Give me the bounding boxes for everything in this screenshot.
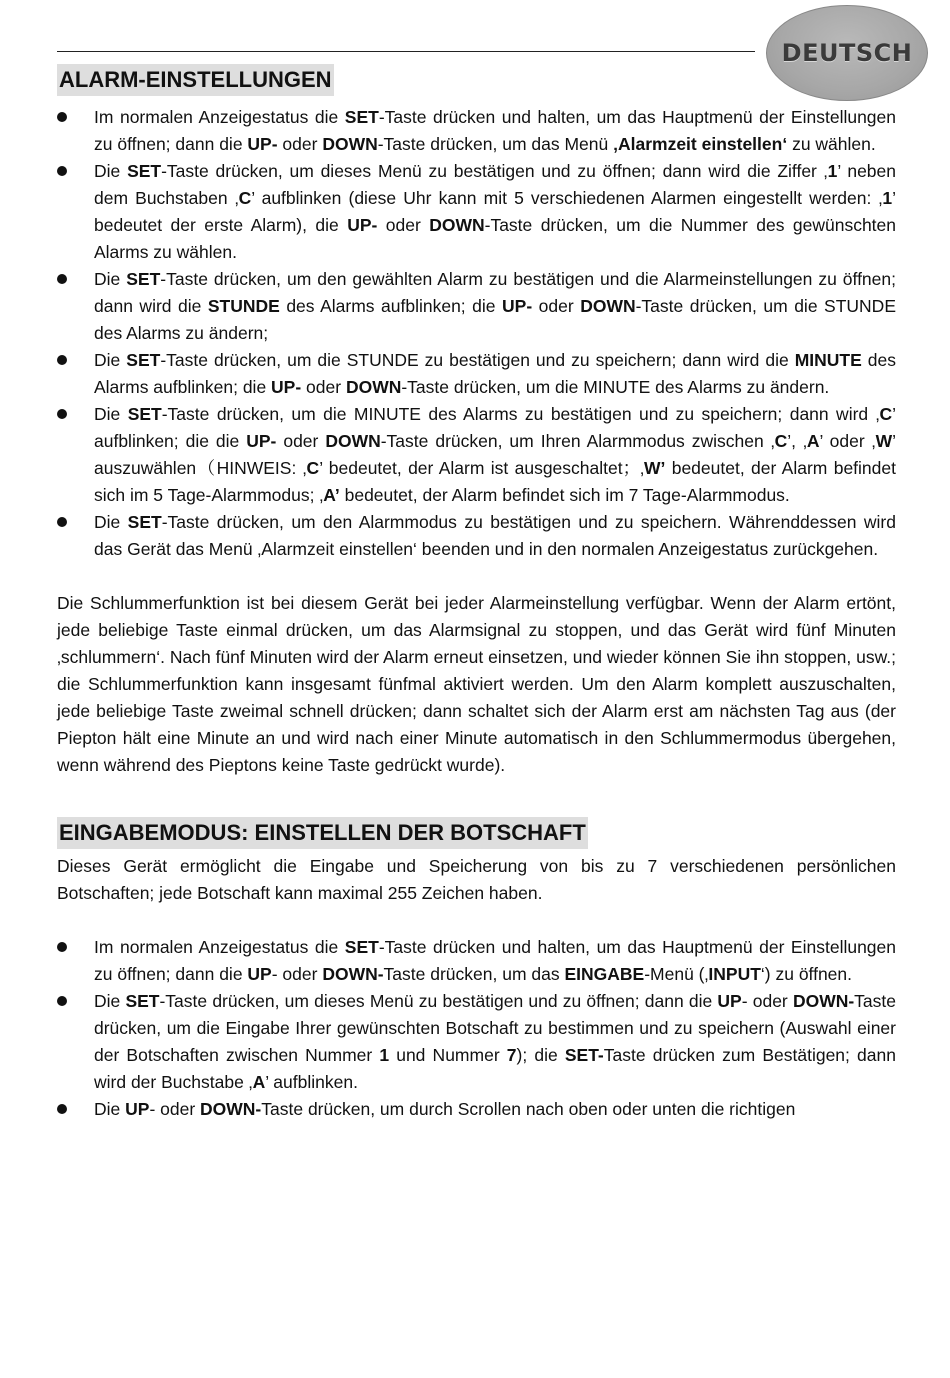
text-run: Die — [94, 991, 126, 1011]
text-run: -Menü (‚ — [644, 964, 709, 984]
text-run: Taste drücken, um das — [383, 964, 565, 984]
bold-text: MINUTE — [794, 350, 862, 370]
bullet-item — [57, 1096, 896, 1123]
text-run: -Taste drücken und halten, um das Hauptmenü der Einstellungen zu öffnen; dann die — [94, 937, 897, 984]
bold-text: UP- — [247, 134, 278, 154]
bold-text: SET — [126, 350, 161, 370]
header-rule — [57, 51, 755, 52]
text-run: Die — [94, 404, 128, 424]
bold-text: UP — [247, 964, 272, 984]
bullet-item — [57, 934, 896, 988]
bold-text: SET — [127, 404, 162, 424]
bold-text: DOWN — [322, 134, 378, 154]
text-run: Die — [94, 512, 128, 532]
text-run: ’ auszuwählen（HINWEIS: ‚ — [94, 431, 896, 478]
bold-text: A’ — [323, 485, 340, 505]
bold-text: STUNDE — [207, 296, 280, 316]
text-run: -Taste drücken, um die MINUTE des Alarms zu bestätigen und zu speichern; dann wird ‚ — [161, 404, 880, 424]
bold-text: DOWN- — [200, 1099, 262, 1119]
bold-text: A — [806, 431, 820, 451]
bold-text: UP- — [347, 215, 378, 235]
language-badge-label: DEUTSCH — [781, 39, 913, 67]
bullet-item — [57, 509, 896, 563]
text-run: des Alarms aufblinken; die — [94, 350, 896, 397]
text-run: ’, ‚ — [787, 431, 807, 451]
bold-text: SET — [127, 512, 162, 532]
text-run: ‘) zu öffnen. — [760, 964, 853, 984]
text-run: -Taste drücken und halten, um das Hauptmenü der Einstellungen zu öffnen; dann die — [94, 107, 897, 154]
bold-text: 1 — [882, 188, 893, 208]
bold-text: C — [306, 458, 320, 478]
text-run: -Taste drücken, um dieses Menü zu bestätigen und zu öffnen; dann wird die Ziffer ‚ — [161, 161, 828, 181]
text-run: -Taste drücken, um dieses Menü zu bestätigen und zu öffnen; dann die — [159, 991, 718, 1011]
bold-text: SET — [127, 161, 162, 181]
text-run: ’ aufblinken; die die — [94, 404, 896, 451]
bold-text: DOWN — [325, 431, 381, 451]
bold-text: C — [774, 431, 788, 451]
bullet-item — [57, 401, 896, 509]
text-run: bedeutet, der Alarm befindet sich im 7 Tage-Alarmmodus. — [339, 485, 790, 505]
bullet-item — [57, 266, 896, 347]
section-heading: EINGABEMODUS: EINSTELLEN DER BOTSCHAFT — [57, 817, 588, 849]
text-run: - oder — [149, 1099, 201, 1119]
document-body — [57, 62, 896, 1123]
text-run: Taste drücken zum Bestätigen; dann wird der Buchstabe ‚ — [94, 1045, 896, 1092]
text-run: oder — [277, 134, 323, 154]
bullet-item — [57, 158, 896, 266]
text-run: Die — [94, 161, 128, 181]
text-run: Im normalen Anzeigestatus die — [94, 937, 345, 957]
bold-text: DOWN- — [322, 964, 384, 984]
text-run: -Taste drücken, um die STUNDE des Alarms zu ändern; — [94, 296, 896, 343]
bold-text: EINGABE — [564, 964, 645, 984]
text-run: Die — [94, 1099, 126, 1119]
text-run: ’ bedeutet, der Alarm ist ausgeschaltet；‚ — [319, 458, 644, 478]
text-run: -Taste drücken, um das Menü — [377, 134, 614, 154]
text-run: Die — [94, 269, 127, 289]
text-run: zu wählen. — [787, 134, 876, 154]
bullet-list — [57, 934, 896, 1123]
text-run: -Taste drücken, um die STUNDE zu bestätigen und zu speichern; dann wird die — [160, 350, 795, 370]
text-run: -Taste drücken, um die MINUTE des Alarms zu ändern. — [401, 377, 830, 397]
text-run: ’ bedeutet der erste Alarm), die — [94, 188, 896, 235]
text-run: -Taste drücken, um Ihren Alarmmodus zwischen ‚ — [380, 431, 775, 451]
bullet-list — [57, 104, 896, 563]
text-run: des Alarms aufblinken; die — [279, 296, 503, 316]
bold-text: DOWN- — [792, 991, 855, 1011]
text-run: -Taste drücken, um die Nummer des gewünschten Alarms zu wählen. — [94, 215, 897, 262]
bold-text: SET- — [564, 1045, 604, 1065]
bold-text: C — [238, 188, 252, 208]
bullet-item — [57, 347, 896, 401]
text-run: Taste drücken, um die Eingabe Ihrer gewünschten Botschaft zu bestimmen und zu speichern (Auswahl einer der Botschaften zwischen Nummer — [94, 991, 896, 1065]
bold-text: UP- — [246, 431, 277, 451]
text-run: ’ oder ‚ — [819, 431, 876, 451]
bold-text: 1 — [379, 1045, 390, 1065]
text-run: - oder — [741, 991, 793, 1011]
bold-text: SET — [126, 269, 161, 289]
text-run: - oder — [271, 964, 323, 984]
bold-text: DOWN — [580, 296, 636, 316]
text-run: Im normalen Anzeigestatus die — [94, 107, 345, 127]
bold-text: 7 — [506, 1045, 517, 1065]
intro-paragraph: Dieses Gerät ermöglicht die Eingabe und Speicherung von bis zu 7 verschiedenen persönlichen Botschaften; jede Botschaft kann maximal 255 Zeichen haben. — [57, 856, 896, 903]
bold-text: DOWN — [429, 215, 485, 235]
text-run: Die — [94, 350, 127, 370]
section-heading: ALARM-EINSTELLUNGEN — [57, 64, 334, 96]
text-run: und Nummer — [389, 1045, 507, 1065]
bold-text: A — [252, 1072, 266, 1092]
text-run: oder — [301, 377, 346, 397]
bold-text: W’ — [643, 458, 666, 478]
bullet-item — [57, 988, 896, 1096]
section-input-mode — [57, 779, 896, 1123]
bold-text: UP — [717, 991, 742, 1011]
bold-text: UP- — [502, 296, 533, 316]
bold-text: INPUT — [708, 964, 761, 984]
text-run: Taste drücken, um durch Scrollen nach oben oder unten die richtigen — [261, 1099, 796, 1119]
text-run: -Taste drücken, um den gewählten Alarm zu bestätigen und die Alarmeinstellungen zu öffnen; dann wird die — [94, 269, 896, 316]
bold-text: SET — [344, 937, 379, 957]
bold-text: UP — [125, 1099, 150, 1119]
text-run: oder — [377, 215, 430, 235]
text-run: oder — [532, 296, 581, 316]
bold-text: ‚Alarmzeit einstellen‘ — [613, 134, 788, 154]
bold-text: DOWN — [345, 377, 402, 397]
bold-text: SET — [125, 991, 160, 1011]
snooze-paragraph: Die Schlummerfunktion ist bei diesem Gerät bei jeder Alarmeinstellung verfügbar. Wenn der Alarm ertönt, jede beliebige Taste einmal drücken, um das Alarmsignal zu stoppen, und das Gerät wird fünf Minuten ‚schlummern‘. Nach fünf Minuten wird der Alarm erneut einsetzen, und wieder können Sie ihn stoppen, usw.; die Schlummerfunktion kann insgesamt fünfmal aktiviert werden. Um den Alarm komplett auszuschalten, jede beliebige Taste zweimal schnell drücken; dann schaltet sich der Alarm erst am nächsten Tag aus (der Piepton hält eine Minute an und wird nach einer Minute automatisch in den Schlummermodus übergehen, wenn während des Pieptons keine Taste gedrückt wurde). — [57, 593, 896, 775]
bold-text: W — [875, 431, 893, 451]
text-run: -Taste drücken, um den Alarmmodus zu bestätigen und zu speichern. Währenddessen wird das Gerät das Menü ‚Alarmzeit einstellen‘ beenden und in den normalen Anzeigestatus zurückgehen. — [94, 512, 896, 559]
bold-text: 1 — [827, 161, 838, 181]
text-run: oder — [276, 431, 326, 451]
bold-text: UP- — [271, 377, 302, 397]
text-run: ’ aufblinken (diese Uhr kann mit 5 verschiedenen Alarmen eingestellt werden: ‚ — [251, 188, 883, 208]
bullet-item — [57, 104, 896, 158]
text-run: ’ neben dem Buchstaben ‚ — [94, 161, 897, 208]
text-run: ); die — [516, 1045, 565, 1065]
bold-text: SET — [344, 107, 379, 127]
section-alarm-settings — [57, 62, 896, 779]
text-run: bedeutet, der Alarm befindet sich im 5 Tage-Alarmmodus; ‚ — [94, 458, 896, 505]
text-run: ’ aufblinken. — [265, 1072, 358, 1092]
bold-text: C — [879, 404, 893, 424]
